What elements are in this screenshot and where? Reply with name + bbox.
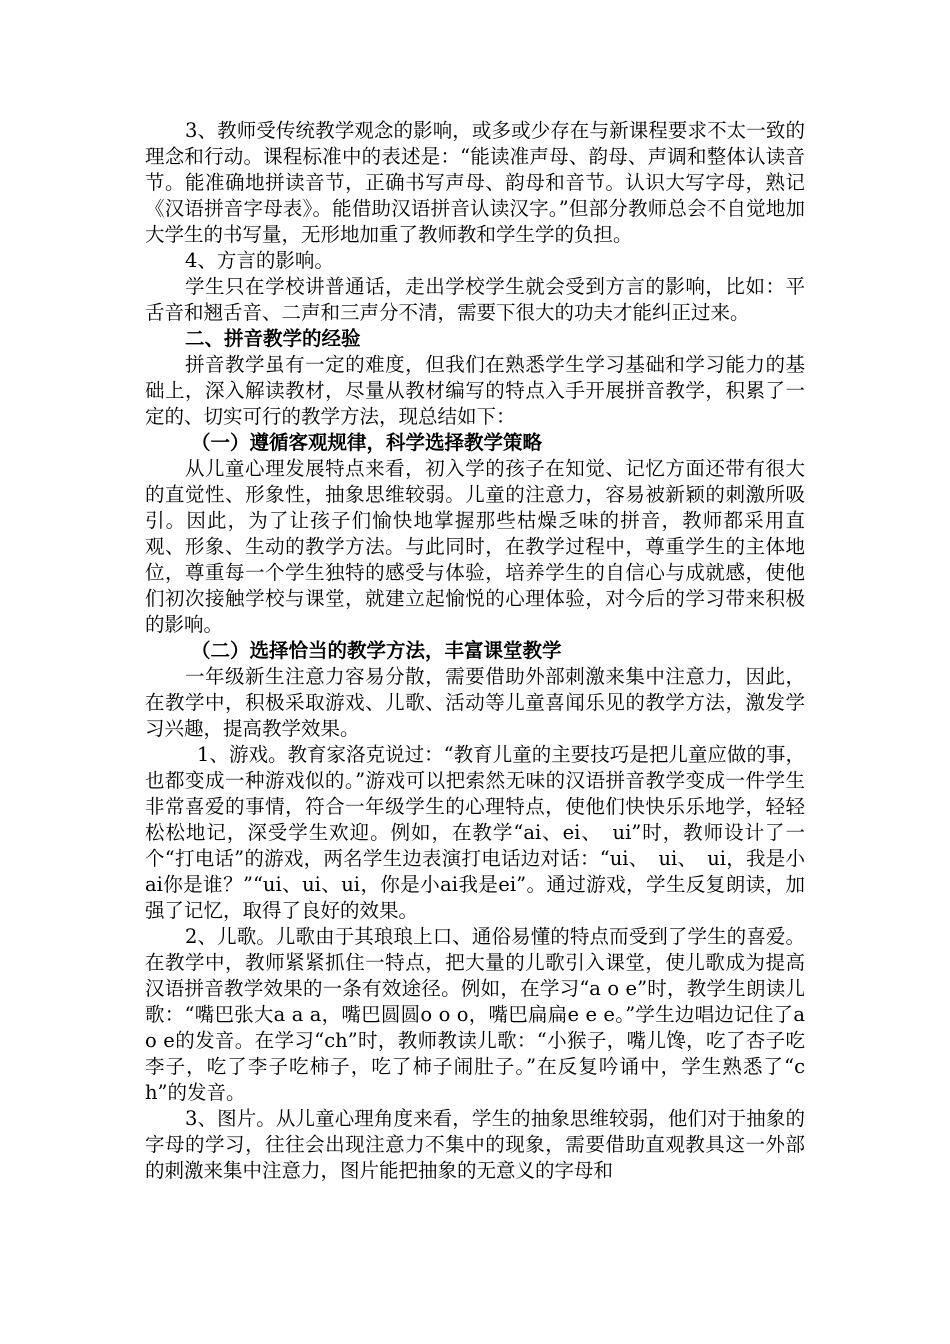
subheading-strategy: （一）遵循客观规律，科学选择教学策略	[191, 431, 543, 454]
paragraph-pictures: 3、图片。从儿童心理角度来看，学生的抽象思维较弱，他们对于抽象的字母的学习，往往会出现注意力不集中的现象，需要借助直观教具这一外部的刺激来集中注意力，图片能把抽象的无意义的字母和	[145, 1107, 805, 1182]
paragraph-dialect-title: 4、方言的影响。	[185, 249, 334, 272]
paragraph-experience-intro: 拼音教学虽有一定的难度，但我们在熟悉学生学习基础和学习能力的基础上，深入解读教材，尽量从教材编写的特点入手开展拼音教学，积累了一定的、切实可行的教学方法，现总结如下：	[145, 353, 805, 428]
paragraph-nursery-rhymes: 2、儿歌。儿歌由于其琅琅上口、通俗易懂的特点而受到了学生的喜爱。在教学中，教师紧紧抓住一特点，把大量的儿歌引入课堂，使儿歌成为提高汉语拼音教学效果的一条有效途径。例如，在学习“a o e”时，教学生朗读儿歌：“嘴巴张大a a a，嘴巴圆圆o o o，嘴巴扁扁e e e。”学生边唱边记住了a o e的发音。在学习“ch”时，教师教读儿歌：“小猴子，嘴儿馋，吃了杏子吃李子，吃了李子吃柿子，吃了柿子闹肚子。”在反复吟诵中，学生熟悉了“ch”的发音。	[145, 925, 805, 1104]
paragraph-child-psychology: 从儿童心理发展特点来看，初入学的孩子在知觉、记忆方面还带有很大的直觉性、形象性，抽象思维较弱。儿童的注意力，容易被新颖的刺激所吸引。因此，为了让孩子们愉快地掌握那些枯燥乏味的拼音，教师都采用直观、形象、生动的教学方法。与此同时，在教学过程中，尊重学生的主体地位，尊重每一个学生独特的感受与体验，培养学生的自信心与成就感，使他们初次接触学校与课堂，就建立起愉悦的心理体验，对今后的学习带来积极的影响。	[145, 457, 805, 636]
paragraph-methods-intro: 一年级新生注意力容易分散，需要借助外部刺激来集中注意力，因此，在教学中，积极采取游戏、儿歌、活动等儿童喜闻乐见的教学方法，激发学习兴趣，提高教学效果。	[145, 665, 805, 740]
paragraph-teacher-concepts: 3、教师受传统教学观念的影响，或多或少存在与新课程要求不太一致的理念和行动。课程标准中的表述是：“能读准声母、韵母、声调和整体认读音节。能准确地拼读音节，正确书写声母、韵母和音节。认识大写字母，熟记《汉语拼音字母表》。能借助汉语拼音认读汉字。”但部分教师总会不自觉地加大学生的书写量，无形地加重了教师教和学生学的负担。	[145, 119, 805, 246]
paragraph-games: 1、游戏。教育家洛克说过：“教育儿童的主要技巧是把儿童应做的事，也都变成一种游戏似的。”游戏可以把索然无味的汉语拼音教学变成一件学生非常喜爱的事情，符合一年级学生的心理特点，使他们快快乐乐地学，轻轻松松地记，深受学生欢迎。例如，在教学“ai、ei、 ui”时，教师设计了一个“打电话”的游戏，两名学生边表演打电话边对话：“ui、 ui、 ui，我是小ai你是谁？”“ui、ui、ui，你是小ai我是ei”。通过游戏，学生反复朗读，加强了记忆，取得了良好的效果。	[145, 743, 805, 922]
paragraph-dialect-body: 学生只在学校讲普通话，走出学校学生就会受到方言的影响，比如：平舌音和翘舌音、二声和三声分不清，需要下很大的功夫才能纠正过来。	[145, 275, 805, 324]
section-heading-experience: 二、拼音教学的经验	[185, 327, 361, 350]
document-page	[145, 118, 805, 1184]
subheading-methods: （二）选择恰当的教学方法，丰富课堂教学	[191, 639, 562, 662]
